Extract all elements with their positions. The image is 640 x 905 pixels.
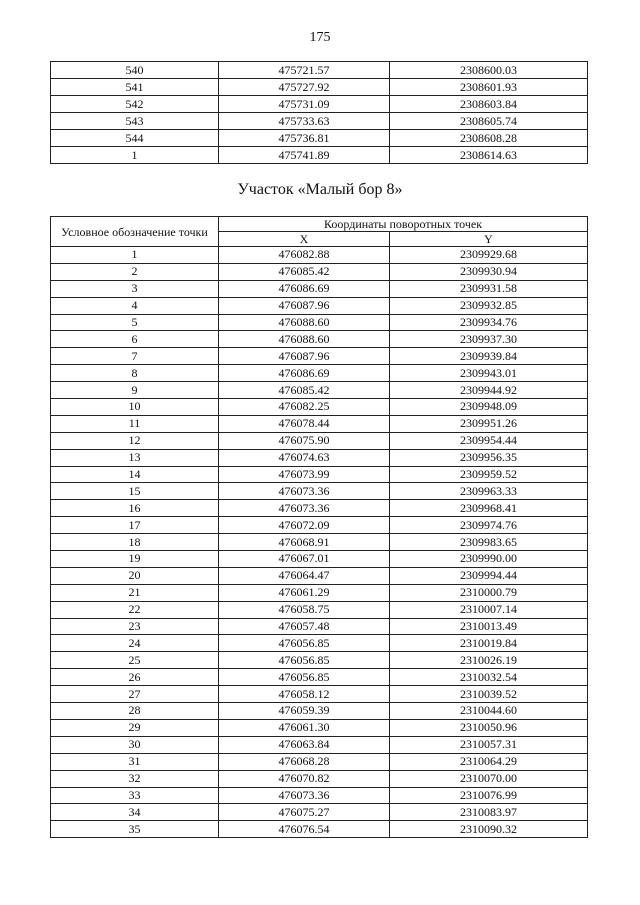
x-coordinate-cell: 476087.96	[219, 297, 390, 314]
point-id-cell: 20	[51, 567, 219, 584]
y-coordinate-cell: 2309934.76	[390, 314, 588, 331]
section-title: Участок «Малый бор 8»	[237, 181, 403, 198]
x-coordinate-cell: 476088.60	[219, 331, 390, 348]
x-coordinate-cell: 476087.96	[219, 348, 390, 365]
table-row	[51, 280, 588, 297]
table-row	[51, 719, 588, 736]
table-row	[51, 382, 588, 399]
y-coordinate-cell: 2310070.00	[390, 770, 588, 787]
y-coordinate-cell: 2310007.14	[390, 601, 588, 618]
y-coordinate-cell: 2310019.84	[390, 635, 588, 652]
point-id-cell: 18	[51, 534, 219, 551]
x-coordinate-cell: 475727.92	[219, 79, 390, 96]
y-coordinate-cell: 2309954.44	[390, 432, 588, 449]
point-id-cell: 13	[51, 449, 219, 466]
x-coordinate-cell: 476075.27	[219, 804, 390, 821]
point-id-cell: 11	[51, 415, 219, 432]
point-id-cell: 12	[51, 432, 219, 449]
header-y: Y	[390, 232, 588, 247]
point-id-cell: 7	[51, 348, 219, 365]
y-coordinate-cell: 2309951.26	[390, 415, 588, 432]
table-row	[51, 147, 588, 164]
y-coordinate-cell: 2308601.93	[390, 79, 588, 96]
table-row	[51, 130, 588, 147]
point-id-cell: 1	[51, 147, 219, 164]
y-coordinate-cell: 2309948.09	[390, 399, 588, 416]
point-id-cell: 25	[51, 652, 219, 669]
x-coordinate-cell: 476057.48	[219, 618, 390, 635]
point-id-cell: 21	[51, 584, 219, 601]
point-id-cell: 9	[51, 382, 219, 399]
point-id-cell: 6	[51, 331, 219, 348]
table-row	[51, 62, 588, 79]
table-row	[51, 79, 588, 96]
y-coordinate-cell: 2308605.74	[390, 113, 588, 130]
point-id-cell: 26	[51, 669, 219, 686]
table-row	[51, 96, 588, 113]
point-id-cell: 1	[51, 247, 219, 264]
x-coordinate-cell: 475736.81	[219, 130, 390, 147]
header-coordinates: Координаты поворотных точек	[219, 217, 588, 232]
x-coordinate-cell: 476085.42	[219, 263, 390, 280]
table-row	[51, 804, 588, 821]
y-coordinate-cell: 2310050.96	[390, 719, 588, 736]
x-coordinate-cell: 476073.36	[219, 500, 390, 517]
point-id-cell: 5	[51, 314, 219, 331]
x-coordinate-cell: 476061.29	[219, 584, 390, 601]
y-coordinate-cell: 2310013.49	[390, 618, 588, 635]
x-coordinate-cell: 476056.85	[219, 652, 390, 669]
table-row	[51, 601, 588, 618]
table-row	[51, 652, 588, 669]
table-row	[51, 635, 588, 652]
header-point-designation: Условное обозначение точки	[51, 217, 219, 247]
x-coordinate-cell: 476082.88	[219, 247, 390, 264]
table-row	[51, 113, 588, 130]
table-row	[51, 669, 588, 686]
table-row	[51, 821, 588, 838]
x-coordinate-cell: 475733.63	[219, 113, 390, 130]
y-coordinate-cell: 2309943.01	[390, 365, 588, 382]
point-id-cell: 24	[51, 635, 219, 652]
point-id-cell: 29	[51, 719, 219, 736]
table-row	[51, 534, 588, 551]
y-coordinate-cell: 2309963.33	[390, 483, 588, 500]
y-coordinate-cell: 2309937.30	[390, 331, 588, 348]
table-row	[51, 517, 588, 534]
x-coordinate-cell: 476073.36	[219, 787, 390, 804]
coordinates-table-body	[51, 247, 588, 838]
y-coordinate-cell: 2310044.60	[390, 703, 588, 720]
x-coordinate-cell: 476086.69	[219, 365, 390, 382]
x-coordinate-cell: 476070.82	[219, 770, 390, 787]
x-coordinate-cell: 476085.42	[219, 382, 390, 399]
y-coordinate-cell: 2309968.41	[390, 500, 588, 517]
point-id-cell: 16	[51, 500, 219, 517]
table-row	[51, 399, 588, 416]
y-coordinate-cell: 2310032.54	[390, 669, 588, 686]
table-row	[51, 263, 588, 280]
x-coordinate-cell: 476073.36	[219, 483, 390, 500]
point-id-cell: 27	[51, 686, 219, 703]
y-coordinate-cell: 2310039.52	[390, 686, 588, 703]
x-coordinate-cell: 476088.60	[219, 314, 390, 331]
point-id-cell: 32	[51, 770, 219, 787]
y-coordinate-cell: 2310057.31	[390, 736, 588, 753]
table-row	[51, 415, 588, 432]
x-coordinate-cell: 476058.75	[219, 601, 390, 618]
point-id-cell: 541	[51, 79, 219, 96]
point-id-cell: 14	[51, 466, 219, 483]
point-id-cell: 28	[51, 703, 219, 720]
y-coordinate-cell: 2309983.65	[390, 534, 588, 551]
x-coordinate-cell: 476072.09	[219, 517, 390, 534]
point-id-cell: 544	[51, 130, 219, 147]
table-row	[51, 432, 588, 449]
point-id-cell: 22	[51, 601, 219, 618]
point-id-cell: 15	[51, 483, 219, 500]
x-coordinate-cell: 475721.57	[219, 62, 390, 79]
point-id-cell: 10	[51, 399, 219, 416]
table-row	[51, 247, 588, 264]
point-id-cell: 30	[51, 736, 219, 753]
y-coordinate-cell: 2308608.28	[390, 130, 588, 147]
continued-table-body	[51, 62, 588, 164]
table-row	[51, 703, 588, 720]
continued-coordinates-table	[50, 61, 588, 164]
table-row	[51, 584, 588, 601]
y-coordinate-cell: 2309930.94	[390, 263, 588, 280]
x-coordinate-cell: 476063.84	[219, 736, 390, 753]
table-row	[51, 331, 588, 348]
y-coordinate-cell: 2310026.19	[390, 652, 588, 669]
y-coordinate-cell: 2308603.84	[390, 96, 588, 113]
table-row	[51, 551, 588, 568]
table-row	[51, 500, 588, 517]
table-row	[51, 297, 588, 314]
y-coordinate-cell: 2309994.44	[390, 567, 588, 584]
y-coordinate-cell: 2309956.35	[390, 449, 588, 466]
x-coordinate-cell: 476073.99	[219, 466, 390, 483]
table-row	[51, 753, 588, 770]
x-coordinate-cell: 476076.54	[219, 821, 390, 838]
x-coordinate-cell: 476061.30	[219, 719, 390, 736]
x-coordinate-cell: 476059.39	[219, 703, 390, 720]
y-coordinate-cell: 2309929.68	[390, 247, 588, 264]
y-coordinate-cell: 2309939.84	[390, 348, 588, 365]
y-coordinate-cell: 2310090.32	[390, 821, 588, 838]
x-coordinate-cell: 475731.09	[219, 96, 390, 113]
point-id-cell: 540	[51, 62, 219, 79]
x-coordinate-cell: 476086.69	[219, 280, 390, 297]
x-coordinate-cell: 476068.91	[219, 534, 390, 551]
coordinates-table	[50, 216, 588, 838]
point-id-cell: 3	[51, 280, 219, 297]
page-number: 175	[309, 30, 331, 45]
y-coordinate-cell: 2308600.03	[390, 62, 588, 79]
y-coordinate-cell: 2309931.58	[390, 280, 588, 297]
table-row	[51, 736, 588, 753]
point-id-cell: 543	[51, 113, 219, 130]
table-row	[51, 686, 588, 703]
table-row	[51, 449, 588, 466]
y-coordinate-cell: 2309974.76	[390, 517, 588, 534]
x-coordinate-cell: 476078.44	[219, 415, 390, 432]
y-coordinate-cell: 2309932.85	[390, 297, 588, 314]
table-row	[51, 365, 588, 382]
table-row	[51, 348, 588, 365]
x-coordinate-cell: 475741.89	[219, 147, 390, 164]
table-row	[51, 618, 588, 635]
y-coordinate-cell: 2310083.97	[390, 804, 588, 821]
table-row	[51, 483, 588, 500]
point-id-cell: 8	[51, 365, 219, 382]
header-x: X	[219, 232, 390, 247]
y-coordinate-cell: 2309959.52	[390, 466, 588, 483]
point-id-cell: 35	[51, 821, 219, 838]
point-id-cell: 23	[51, 618, 219, 635]
point-id-cell: 31	[51, 753, 219, 770]
table-row	[51, 787, 588, 804]
point-id-cell: 4	[51, 297, 219, 314]
y-coordinate-cell: 2309944.92	[390, 382, 588, 399]
y-coordinate-cell: 2309990.00	[390, 551, 588, 568]
x-coordinate-cell: 476058.12	[219, 686, 390, 703]
x-coordinate-cell: 476056.85	[219, 635, 390, 652]
x-coordinate-cell: 476056.85	[219, 669, 390, 686]
point-id-cell: 34	[51, 804, 219, 821]
point-id-cell: 2	[51, 263, 219, 280]
x-coordinate-cell: 476064.47	[219, 567, 390, 584]
point-id-cell: 33	[51, 787, 219, 804]
point-id-cell: 19	[51, 551, 219, 568]
table-row	[51, 770, 588, 787]
x-coordinate-cell: 476068.28	[219, 753, 390, 770]
table-row	[51, 466, 588, 483]
x-coordinate-cell: 476067.01	[219, 551, 390, 568]
table-header	[51, 217, 588, 247]
y-coordinate-cell: 2308614.63	[390, 147, 588, 164]
y-coordinate-cell: 2310064.29	[390, 753, 588, 770]
table-row	[51, 314, 588, 331]
point-id-cell: 17	[51, 517, 219, 534]
x-coordinate-cell: 476082.25	[219, 399, 390, 416]
x-coordinate-cell: 476075.90	[219, 432, 390, 449]
y-coordinate-cell: 2310000.79	[390, 584, 588, 601]
point-id-cell: 542	[51, 96, 219, 113]
x-coordinate-cell: 476074.63	[219, 449, 390, 466]
table-row	[51, 567, 588, 584]
y-coordinate-cell: 2310076.99	[390, 787, 588, 804]
